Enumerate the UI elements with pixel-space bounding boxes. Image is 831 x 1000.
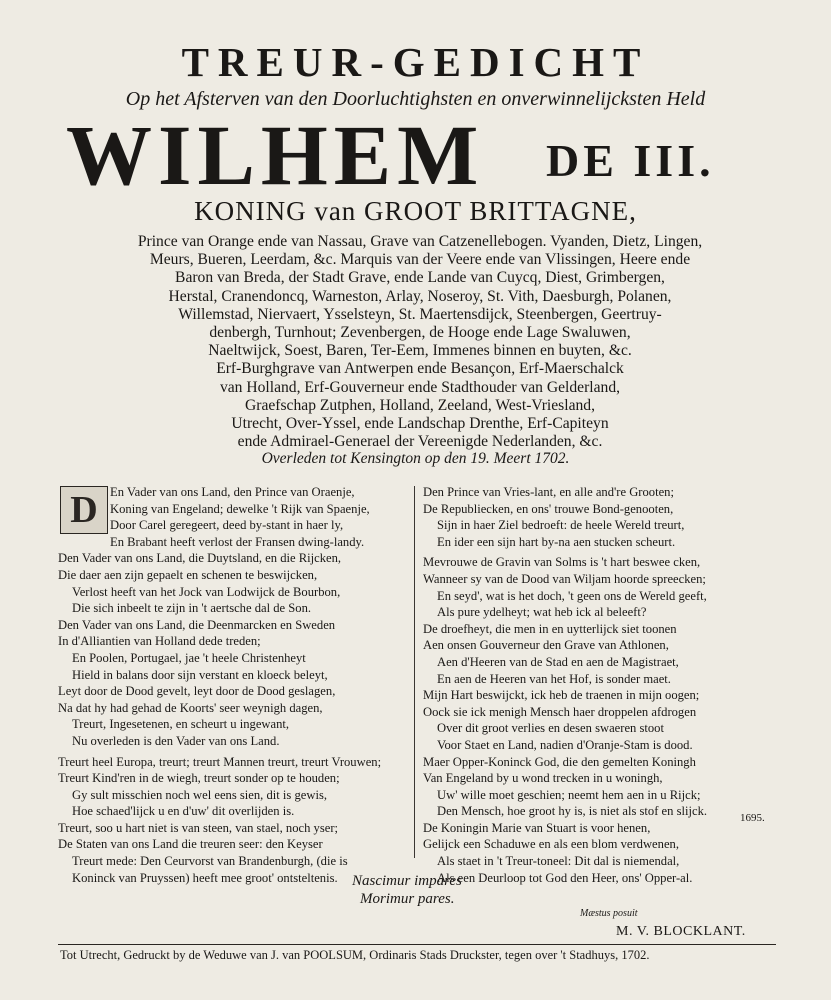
kingdom-title: KONING van GROOT BRITTAGNE, [194,196,637,226]
verse-line: Gelijck een Schaduwe en als een blom verdwenen, [423,837,679,852]
verse-line: Als staet in 't Treur-toneel: Dit dal is niemendal, [437,854,680,869]
verse-line: Den Vader van ons Land, die Duytsland, en die Rijcken, [58,551,342,566]
verse-line: Over dit groot verlies en desen swaeren stoot [437,721,664,736]
verse-line: Voor Staet en Land, nadien d'Oranje-Stam is dood. [437,737,693,752]
verse-line: Wanneer sy van de Dood van Wiljam hoorde spreecken; [423,571,706,586]
poem-title: TREUR-GEDICHT [181,39,650,85]
verse-line: Sijn in haer Ziel bedroeft: de heele Wereld treurt, [437,518,685,533]
verse-line: Koning van Engeland; dewelke 't Rijk van Spaenje, [110,501,370,516]
latin-motto [352,872,462,908]
verse-line: Treurt heel Europa, treurt; treurt Mannen treurt, treurt Vrouwen; [58,754,382,769]
column-divider [414,486,415,858]
verse-line: Gy sult misschien noch wel eens sien, dit is gewis, [72,787,327,802]
verse-line: Verlost heeft van het Jock van Lodwijck de Bourbon, [72,584,341,599]
verse-line: Als pure ydelheyt; wat heb ick al beleeft? [437,605,647,620]
verse-line: Uw' wille moet geschien; neemt hem aen in u Rijck; [437,787,701,802]
verse-line: Van Engeland by u wond trecken in u woningh, [423,771,663,786]
margin-year-note: 1695. [740,812,765,824]
verse-line: Hield in balans door sijn verstant en kloeck beleyt, [72,667,328,682]
verse-line: Den Mensch, hoe groot hy is, is niet als stof en slijck. [437,804,708,819]
poem-left-column [58,484,414,886]
verse-line: Hoe schaed'lijck u en d'uw' dit overlijden is. [72,804,295,819]
title-line: Willemstad, Niervaert, Ysselsteyn, St. Maertensdijck, Steenbergen, Geertruy- [178,305,662,323]
verse-line: En Brabant heeft verlost der Fransen dwing-landy. [110,534,365,549]
honoree-name: WILHEM [66,107,485,203]
verse-line: Aen d'Heeren van de Stad en aen de Magistraet, [437,654,679,669]
verse-line: In d'Alliantien van Holland dede treden; [58,634,261,649]
verse-line: De Koningin Marie van Stuart is voor henen, [423,820,651,835]
title-line: Utrecht, Over-Yssel, ende Landschap Drenthe, Erf-Capiteyn [231,415,609,433]
verse-line: Mijn Hart beswijckt, ick heb de traenen in mijn oogen; [423,688,700,703]
title-line: Herstal, Cranendoncq, Warneston, Arlay, Noseroy, St. Vith, Daesburgh, Polanen, [168,287,672,305]
verse-line: Aen onsen Gouverneur den Grave van Athlonen, [423,638,669,653]
verse-line: Den Prince van Vries-lant, en alle and're Grooten; [423,485,674,499]
verse-line: Treurt Kind'ren in de wiegh, treurt sonder op te houden; [58,771,340,786]
title-line: Erf-Burghgrave van Antwerpen ende Besançon, Erf-Maerschalck [216,360,624,378]
title-line: van Holland, Erf-Gouverneur ende Stadthouder van Gelderland, [219,378,621,396]
verse-line: Oock sie ick menigh Mensch haer droppelen afdrogen [423,704,697,719]
verse-line: De Staten van ons Land die treuren seer: den Keyser [58,837,323,852]
verse-line: Leyt door de Dood gevelt, leyt door de Dood geslagen, [58,684,336,699]
title-line: Naeltwijck, Soest, Baren, Ter-Eem, Immenes binnen en buyten, &c. [208,342,632,360]
title-line: Prince van Orange ende van Nassau, Grave van Catzenellebogen. Vyanden, Dietz, Lingen, [137,233,703,250]
verse-line: En seyd', wat is het doch, 't geen ons de Wereld geeft, [437,588,707,603]
imprint-rule [58,944,776,945]
verse-line: Als een Deurloop tot God den Heer, ons' Opper-al. [437,870,693,885]
author-posuit: Mæstus posuit [580,908,638,919]
author-name: M. V. BLOCKLANT. [616,924,746,939]
verse-line: Na dat hy had gehad de Koorts' seer weynigh dagen, [58,700,323,715]
verse-line: De droefheyt, die men in en uytterlijck siet toonen [423,621,677,636]
verse-line: Maer Opper-Koninck God, die den gemelten Koningh [423,754,696,769]
title-line: Baron van Breda, der Stadt Grave, ende Lande van Cuycq, Diest, Grimbergen, [175,269,665,287]
title-line: Meurs, Bueren, Leerdam, &c. Marquis van der Veere ende van Vlissingen, Heere ende [149,251,691,269]
title-line: ende Admirael-Generael der Vereenigde Nederlanden, &c. [237,433,603,451]
verse-line: Treurt, soo u hart niet is van steen, van stael, noch yser; [58,820,339,835]
death-notice: Overleden tot Kensington op den 19. Meert 1702. [261,450,570,467]
motto-line: Morimur pares. [360,891,455,907]
verse-line: Koninck van Pruyssen) heeft mee groot' ontsteltenis. [72,870,338,885]
poem-right-column [423,484,753,886]
verse-line: Die daer aen zijn gepaelt en schenen te beswijcken, [58,567,318,582]
verse-line: Nu overleden is den Vader van ons Land. [72,733,280,748]
verse-line: Treurt mede: Den Ceurvorst van Brandenburgh, (die is [72,854,348,869]
printer-imprint: Tot Utrecht, Gedruckt by de Weduwe van J. van POOLSUM, Ordinaris Stads Druckster, tegen over 't Stadhuys, 1702. [60,948,650,962]
poem-subtitle: Op het Afsterven van den Doorluchtighsten en onverwinnelijcksten Held [125,88,706,110]
verse-line: Den Vader van ons Land, die Deenmarcken en Sweden [58,617,336,632]
drop-cap-initial: D [60,486,108,534]
verse-line: En Poolen, Portugael, jae 't heele Christenheyt [72,650,306,665]
verse-line: En Vader van ons Land, den Prince van Oraenje, [110,485,355,499]
verse-line: Die sich inbeelt te zijn in 't aertsche dal de Son. [72,601,312,616]
titles-block [40,233,800,451]
verse-line: De Republiecken, en ons' trouwe Bond-genooten, [423,501,674,516]
title-line: denbergh, Turnhout; Zevenbergen, de Hooge ende Lage Swaluwen, [209,324,631,342]
verse-line: En ider een sijn hart by-na aen stucken scheurt. [437,534,676,549]
motto-line: Nascimur impares [352,873,462,889]
verse-line: En aen de Heeren van het Hof, is sonder maet. [437,671,671,686]
title-line: Graefschap Zutphen, Holland, Zeeland, West-Vriesland, [245,396,595,414]
verse-line: Door Carel geregeert, deed by-stant in haer ly, [110,518,344,533]
verse-line: Treurt, Ingesetenen, en scheurt u ingewant, [72,717,290,732]
honoree-ordinal: DE III. [546,135,715,186]
verse-line: Mevrouwe de Gravin van Solms is 't hart beswee cken, [423,555,701,570]
